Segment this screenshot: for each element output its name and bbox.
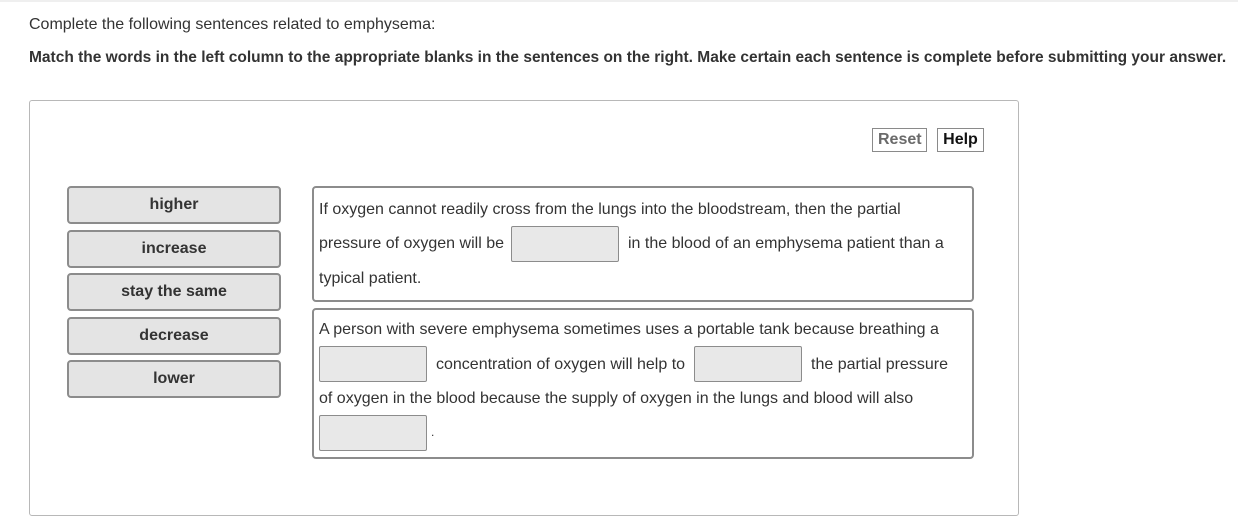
sentence-2-blank-1[interactable] [319, 346, 427, 382]
sentence-1-line-1: If oxygen cannot readily cross from the lungs into the bloodstream, then the partial [319, 201, 901, 218]
sentence-2-line-2-end: the partial pressure [811, 356, 948, 373]
sentence-2-period: . [431, 425, 435, 439]
word-tile-lower[interactable]: lower [67, 360, 281, 398]
word-tile-higher[interactable]: higher [67, 186, 281, 224]
sentence-2-line-2-middle: concentration of oxygen will help to [436, 356, 686, 373]
reset-button[interactable]: Reset [872, 128, 927, 152]
instructions-text: Match the words in the left column to the appropriate blanks in the sentences on the right. Make certain each sentence is complete before submitting your answer. [29, 49, 1227, 66]
intro-text: Complete the following sentences related to emphysema: [29, 16, 436, 33]
sentence-1-line-2-start: pressure of oxygen will be [319, 235, 504, 252]
word-tile-decrease[interactable]: decrease [67, 317, 281, 355]
word-tile-stay-the-same[interactable]: stay the same [67, 273, 281, 311]
top-divider [0, 0, 1238, 2]
help-button[interactable]: Help [937, 128, 984, 152]
sentence-2-blank-2[interactable] [694, 346, 802, 382]
sentence-2-blank-3[interactable] [319, 415, 427, 451]
sentence-1-blank-1[interactable] [511, 226, 619, 262]
sentence-1-line-2-end: in the blood of an emphysema patient than a [628, 235, 944, 252]
sentence-2-line-3: of oxygen in the blood because the supply of oxygen in the lungs and blood will also [319, 390, 914, 407]
sentence-1-line-3: typical patient. [319, 270, 422, 287]
word-tile-increase[interactable]: increase [67, 230, 281, 268]
sentence-2-line-1: A person with severe emphysema sometimes uses a portable tank because breathing a [319, 321, 939, 338]
